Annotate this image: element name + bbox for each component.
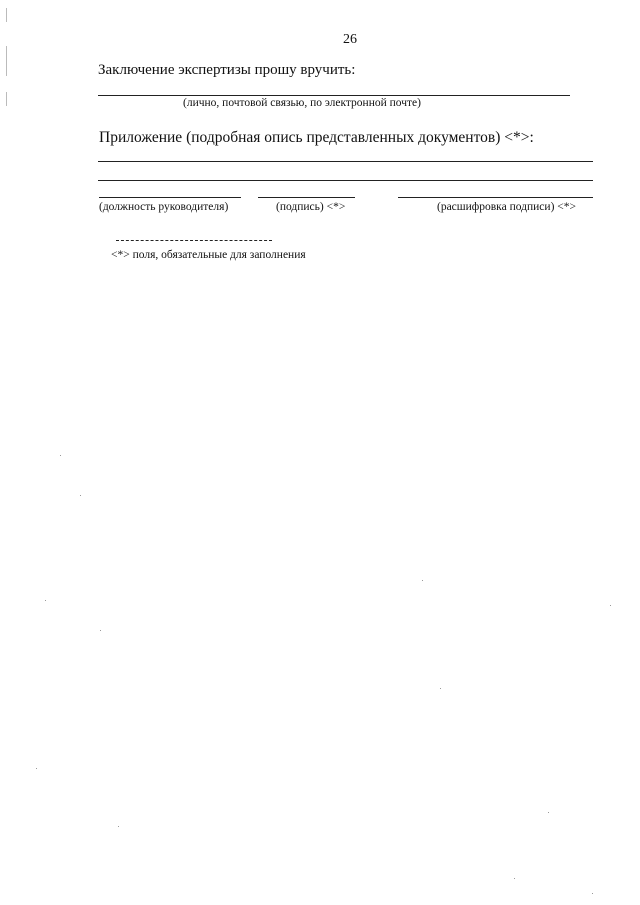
attachment-fill-line [98,180,593,181]
delivery-prompt: Заключение экспертизы прошу вручить: [98,62,356,78]
scan-speck [422,580,423,581]
signature-label: (подпись) <*> [276,201,346,213]
position-label: (должность руководителя) [99,201,229,213]
scan-mark [6,46,7,76]
scan-speck [36,768,37,769]
scan-mark [6,8,7,22]
decoding-fill-line [398,197,593,198]
delivery-hint: (лично, почтовой связью, по электронной почте) [183,97,421,109]
scan-speck [548,812,549,813]
signature-decoding-label: (расшифровка подписи) <*> [437,201,576,213]
scan-speck [514,878,515,879]
scan-speck [592,893,593,894]
footnote-text: <*> поля, обязательные для заполнения [111,249,306,261]
scan-speck [100,630,101,631]
scan-speck [440,688,441,689]
scan-speck [45,600,46,601]
scan-speck [80,495,81,496]
scan-speck [610,605,611,606]
page-number: 26 [343,32,357,47]
delivery-fill-line [98,95,570,96]
scan-speck [60,455,61,456]
scan-speck [118,826,119,827]
signature-fill-line [258,197,355,198]
scan-mark [6,92,7,106]
footnote-separator [116,240,272,241]
position-fill-line [99,197,241,198]
attachment-fill-line [98,161,593,162]
attachment-prompt: Приложение (подробная опись представленных документов) <*>: [99,129,534,146]
